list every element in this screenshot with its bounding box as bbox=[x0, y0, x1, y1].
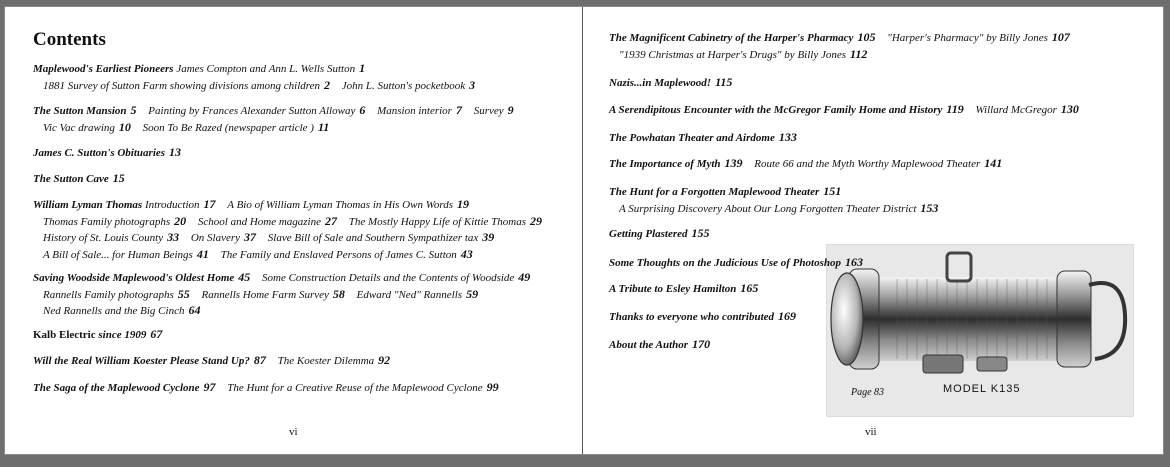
toc-page: 87 bbox=[253, 353, 266, 367]
toc-page: 2 bbox=[324, 77, 331, 92]
toc-page: 67 bbox=[150, 327, 163, 341]
toc-page: 3 bbox=[469, 77, 476, 92]
toc-sub: Slave Bill of Sale and Southern Sympathizer tax bbox=[267, 232, 479, 245]
toc-title: The Sutton Mansion bbox=[33, 105, 127, 117]
toc-sub: A Surprising Discovery About Our Long Forgotten Theater District bbox=[619, 202, 917, 215]
toc-sub: Introduction bbox=[144, 199, 200, 211]
toc-title: The Importance of Myth bbox=[609, 158, 721, 170]
toc-sub: Painting by Frances Alexander Sutton Alloway bbox=[148, 105, 356, 117]
toc-title: A Tribute to Esley Hamilton bbox=[609, 283, 737, 295]
contents-heading: Contents bbox=[33, 29, 106, 50]
toc-page: 41 bbox=[196, 246, 209, 261]
toc-entry-getting-plastered bbox=[609, 226, 719, 243]
toc-page: 19 bbox=[457, 197, 470, 211]
toc-entry-mcgregor bbox=[609, 102, 1088, 119]
toc-sub: Survey bbox=[473, 105, 504, 117]
toc-page: 133 bbox=[778, 130, 797, 144]
toc-entry-william-koester bbox=[33, 353, 399, 370]
toc-entry-about-author bbox=[609, 337, 719, 354]
toc-title: Thanks to everyone who contributed bbox=[609, 311, 775, 323]
toc-entry-thanks bbox=[609, 309, 805, 326]
toc-page: 92 bbox=[378, 353, 391, 367]
toc-sub: The Mostly Happy Life of Kittie Thomas bbox=[348, 215, 526, 228]
toc-page: 97 bbox=[203, 380, 216, 394]
toc-page: 11 bbox=[317, 119, 330, 134]
toc-sub: A Bio of William Lyman Thomas in His Own Words bbox=[227, 199, 454, 211]
toc-sub: "1939 Christmas at Harper's Drugs" by Billy Jones bbox=[619, 48, 847, 61]
toc-entry-forgotten-theater bbox=[609, 184, 947, 217]
toc-page: 27 bbox=[325, 213, 337, 228]
toc-page: 13 bbox=[169, 145, 182, 159]
toc-page: 10 bbox=[118, 119, 131, 134]
toc-title: The Powhatan Theater and Airdome bbox=[609, 132, 775, 144]
toc-entry-harpers-pharmacy bbox=[609, 30, 1079, 63]
toc-page: 119 bbox=[946, 102, 964, 116]
toc-entry-myth bbox=[609, 156, 1011, 173]
toc-title: Saving Woodside Maplewood's Oldest Home bbox=[33, 272, 235, 284]
toc-page: 1 bbox=[359, 61, 366, 75]
flashlight-photo bbox=[826, 244, 1134, 417]
toc-page: 55 bbox=[177, 286, 190, 301]
toc-page: 43 bbox=[460, 246, 473, 261]
toc-page: 9 bbox=[507, 103, 514, 117]
toc-page: 130 bbox=[1060, 102, 1079, 116]
toc-page: 169 bbox=[778, 309, 797, 323]
toc-sub: James Compton and Ann L. Wells Sutton bbox=[176, 63, 356, 75]
book-spread bbox=[5, 7, 1163, 454]
toc-page: 7 bbox=[455, 103, 462, 117]
toc-sub: History of St. Louis County bbox=[43, 232, 164, 245]
toc-entry-william-lyman-thomas bbox=[33, 197, 551, 263]
toc-sub: Mansion interior bbox=[377, 105, 452, 117]
toc-page: 155 bbox=[691, 226, 710, 240]
toc-title: Will the Real William Koester Please Stand Up? bbox=[33, 355, 250, 367]
toc-page: 163 bbox=[844, 255, 863, 269]
toc-sub: The Hunt for a Creative Reuse of the Maplewood Cyclone bbox=[227, 382, 483, 394]
toc-entry-esley-hamilton bbox=[609, 281, 767, 298]
toc-page: 15 bbox=[112, 171, 125, 185]
toc-sub: School and Home magazine bbox=[197, 215, 321, 228]
toc-title: A Serendipitous Encounter with the McGregor Family Home and History bbox=[609, 104, 943, 116]
toc-page: 39 bbox=[482, 230, 495, 245]
toc-title: The Saga of the Maplewood Cyclone bbox=[33, 382, 200, 394]
toc-title: Kalb Electric bbox=[33, 329, 96, 341]
toc-sub: The Family and Enslaved Persons of James C. Sutton bbox=[220, 248, 457, 261]
toc-page: 5 bbox=[130, 103, 137, 117]
toc-sub: Willard McGregor bbox=[975, 104, 1057, 116]
toc-page: 151 bbox=[823, 184, 842, 198]
toc-entry-saving-woodside bbox=[33, 270, 539, 320]
toc-page: 29 bbox=[529, 213, 542, 228]
toc-page: 33 bbox=[167, 230, 180, 245]
toc-title: William Lyman Thomas bbox=[33, 199, 143, 211]
photo-caption-model: MODEL K135 bbox=[943, 383, 1021, 395]
toc-page: 45 bbox=[238, 270, 251, 284]
toc-sub: "Harper's Pharmacy" by Billy Jones bbox=[887, 32, 1048, 44]
toc-page: 59 bbox=[466, 286, 479, 301]
toc-page: 112 bbox=[850, 46, 868, 61]
toc-entry-powhatan bbox=[609, 130, 806, 147]
toc-page: 37 bbox=[244, 230, 257, 245]
toc-page: 115 bbox=[715, 75, 733, 89]
toc-title: Getting Plastered bbox=[609, 228, 688, 240]
toc-entry-sutton-cave bbox=[33, 171, 134, 188]
toc-entry-maplewood-cyclone bbox=[33, 380, 508, 397]
left-page bbox=[5, 7, 582, 454]
toc-title: Nazis...in Maplewood! bbox=[609, 77, 712, 89]
toc-sub: Vic Vac drawing bbox=[43, 121, 115, 134]
page-number-left: vi bbox=[289, 426, 298, 438]
toc-page: 107 bbox=[1051, 30, 1070, 44]
toc-sub: Edward "Ned" Rannells bbox=[356, 288, 463, 301]
toc-entry-sutton-mansion bbox=[33, 103, 523, 136]
toc-page: 99 bbox=[486, 380, 499, 394]
toc-sub: 1881 Survey of Sutton Farm showing divisions among children bbox=[43, 79, 321, 92]
toc-sub: John L. Sutton's pocketbook bbox=[341, 79, 466, 92]
toc-sub: Ned Rannells and the Big Cinch bbox=[43, 305, 185, 318]
toc-page: 49 bbox=[518, 270, 531, 284]
toc-entry-photoshop bbox=[609, 255, 872, 272]
toc-page: 64 bbox=[188, 303, 201, 318]
toc-sub: On Slavery bbox=[190, 232, 241, 245]
toc-page: 165 bbox=[740, 281, 759, 295]
toc-entry-kalb-electric bbox=[33, 327, 171, 344]
toc-sub: Rannells Family photographs bbox=[43, 288, 174, 301]
page-number-right: vii bbox=[865, 426, 877, 438]
toc-entry-nazis bbox=[609, 75, 741, 92]
toc-title: The Sutton Cave bbox=[33, 173, 109, 185]
toc-page: 170 bbox=[692, 337, 711, 351]
toc-sub: Route 66 and the Myth Worthy Maplewood Theater bbox=[754, 158, 981, 170]
toc-page: 20 bbox=[174, 213, 187, 228]
toc-page: 17 bbox=[203, 197, 216, 211]
toc-entry-obituaries bbox=[33, 145, 190, 162]
toc-page: 6 bbox=[359, 103, 366, 117]
toc-page: 139 bbox=[724, 156, 743, 170]
toc-sub: Rannells Home Farm Survey bbox=[201, 288, 329, 301]
toc-title-suffix: since 1909 bbox=[98, 329, 147, 341]
toc-title: James C. Sutton's Obituaries bbox=[33, 147, 166, 159]
toc-title: The Hunt for a Forgotten Maplewood Theater bbox=[609, 186, 820, 198]
toc-sub: Soon To Be Razed (newspaper article ) bbox=[142, 121, 314, 134]
right-page bbox=[583, 7, 1163, 454]
toc-sub: Some Construction Details and the Contents of Woodside bbox=[262, 272, 515, 284]
toc-title: About the Author bbox=[609, 339, 689, 351]
toc-page: 58 bbox=[332, 286, 345, 301]
toc-sub: The Koester Dilemma bbox=[277, 355, 375, 367]
toc-page: 105 bbox=[857, 30, 876, 44]
toc-title: Some Thoughts on the Judicious Use of Photoshop bbox=[609, 257, 841, 269]
toc-page: 153 bbox=[920, 200, 939, 215]
photo-caption-page: Page 83 bbox=[851, 387, 885, 398]
toc-sub: A Bill of Sale... for Human Beings bbox=[43, 248, 193, 261]
toc-sub: Thomas Family photographs bbox=[43, 215, 171, 228]
toc-page: 141 bbox=[984, 156, 1003, 170]
toc-entry-earliest-pioneers bbox=[33, 61, 484, 94]
toc-title: The Magnificent Cabinetry of the Harper's Pharmacy bbox=[609, 32, 854, 44]
toc-title: Maplewood's Earliest Pioneers bbox=[33, 63, 174, 75]
